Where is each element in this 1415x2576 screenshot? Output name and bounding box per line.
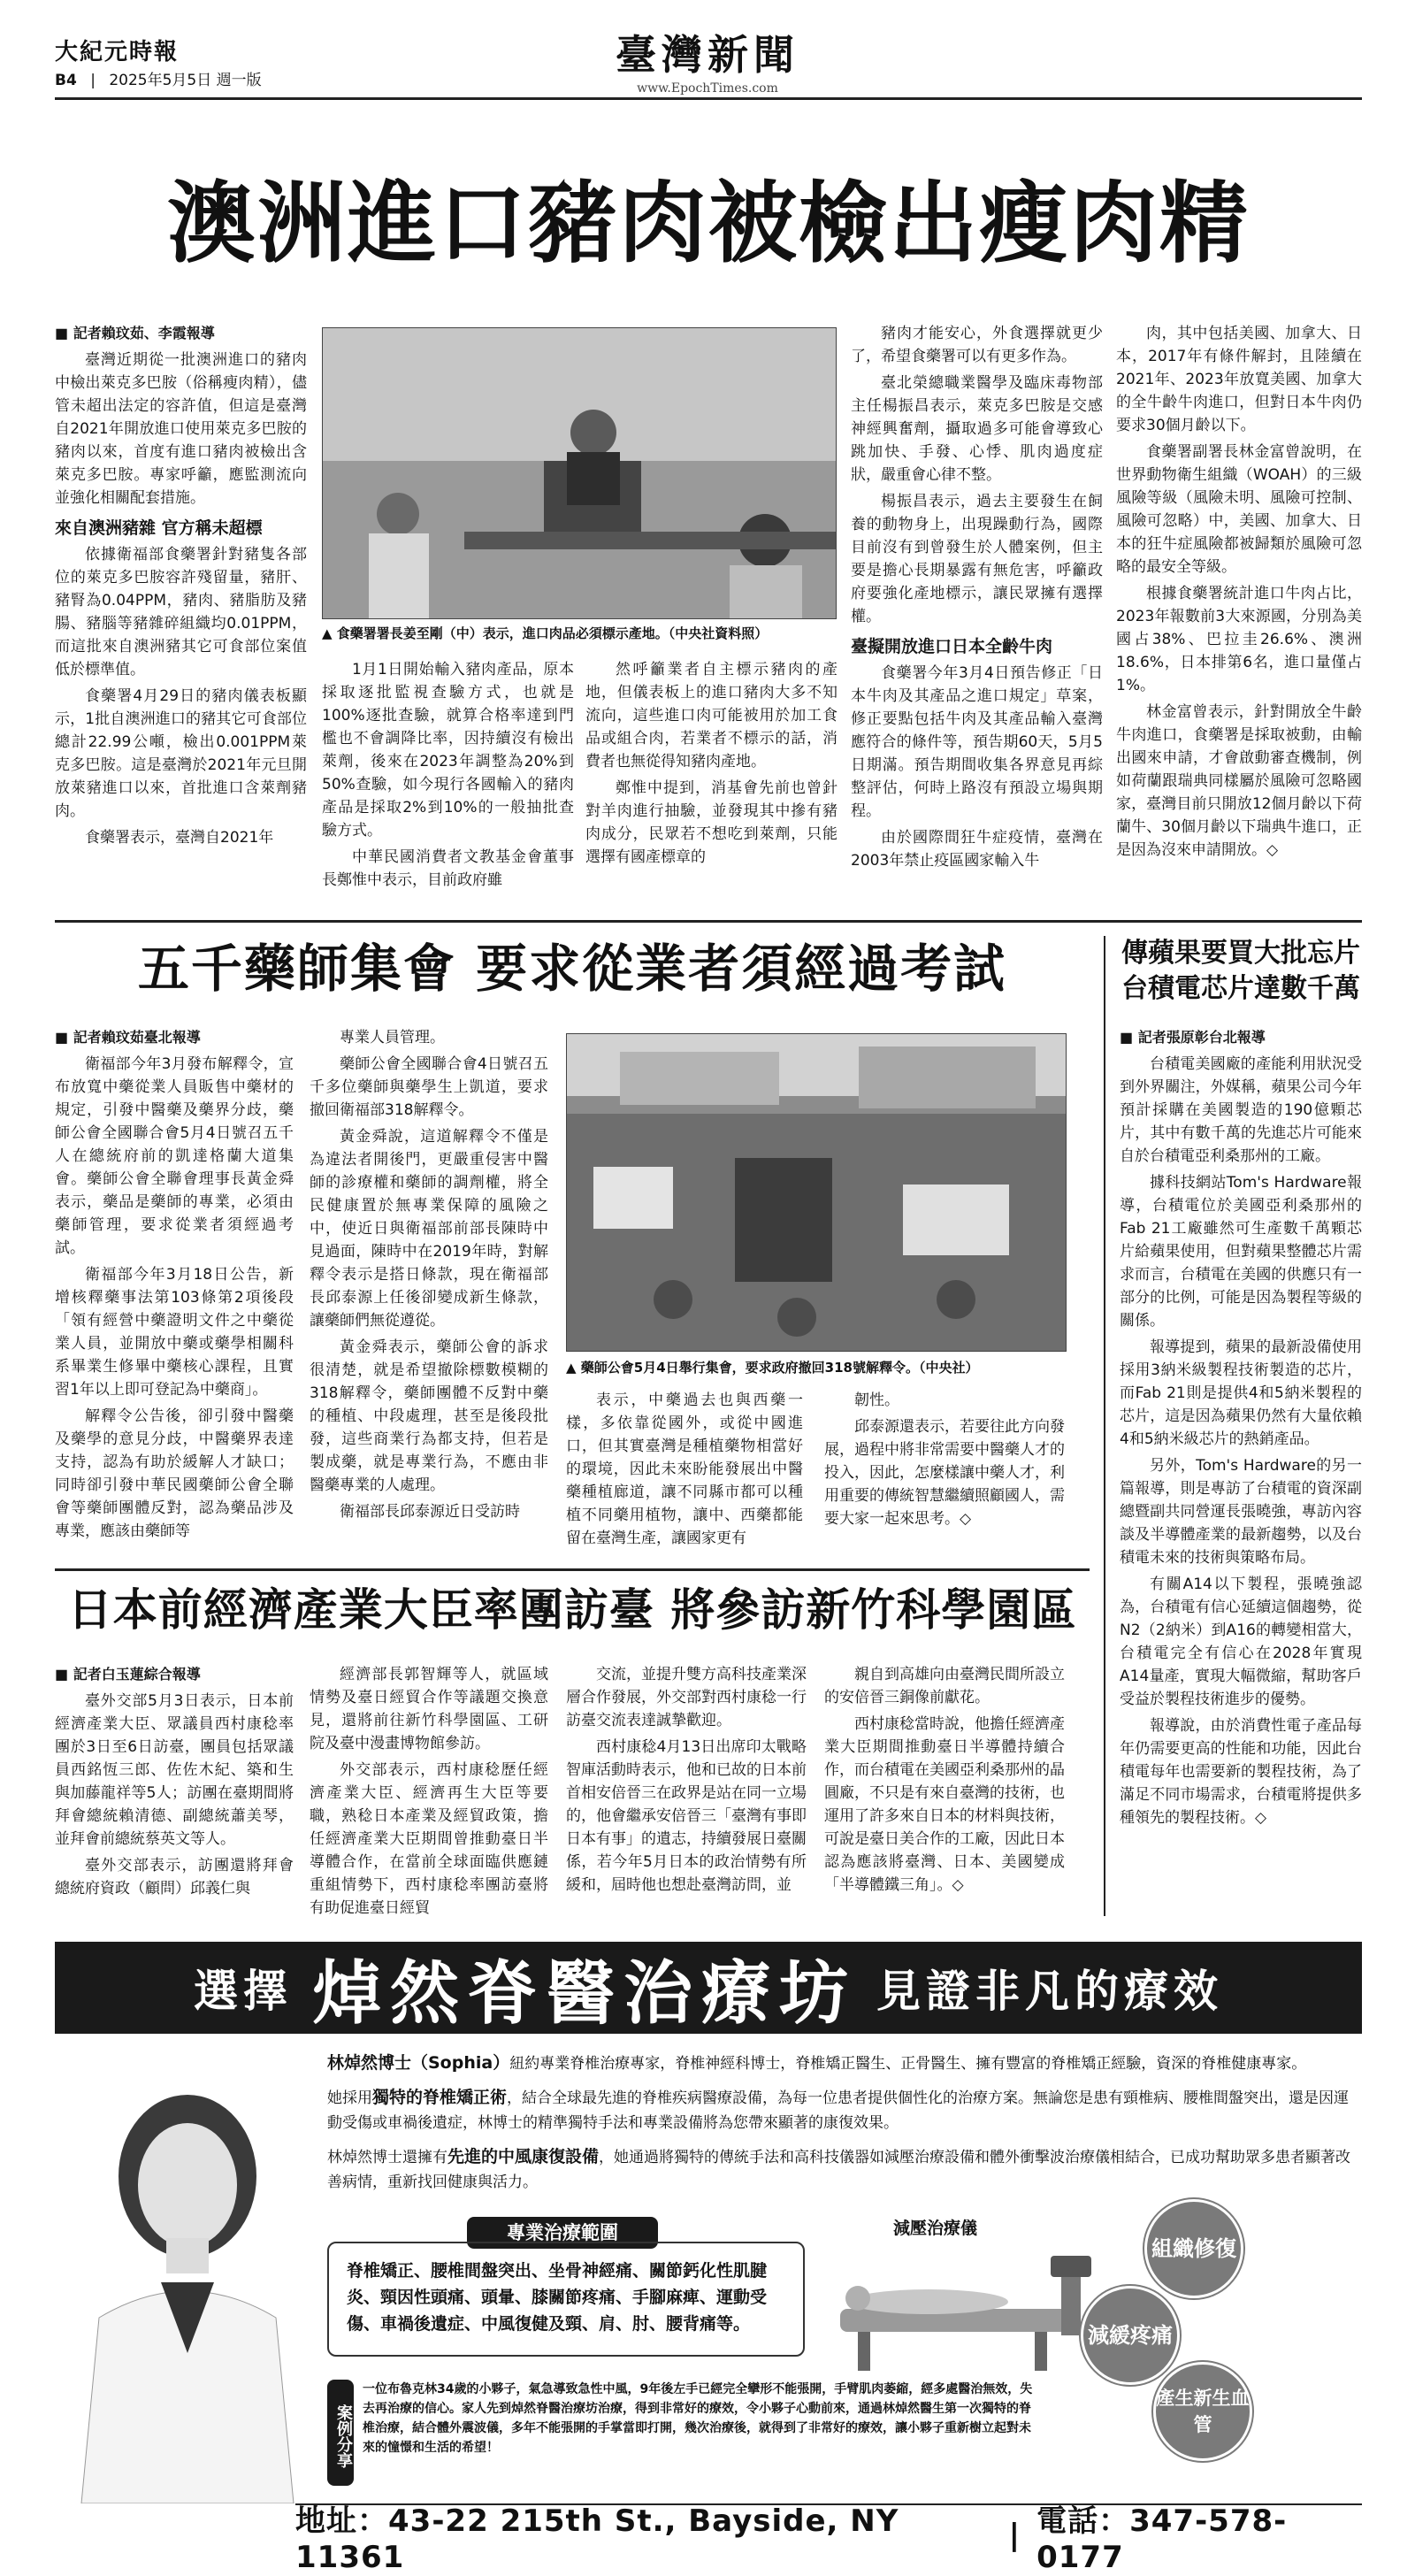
- story4-para: 交流，並提升雙方高科技產業深層合作發展，外交部對西村康稔一行訪臺交流表達誠摯歡迎。: [566, 1666, 807, 1729]
- story4-col3: [566, 1663, 807, 1900]
- story3-col: [1120, 1026, 1362, 1833]
- decompression-machine: [822, 2247, 1105, 2380]
- story1-headline: 澳洲進口豬肉被檢出瘦肉精: [167, 171, 1250, 275]
- story2-para: 解釋令公告後，卻引發中醫藥及藥學的意見分歧，中醫藥界表達支持，認為有助於緩解人才缺口；同時卻引發中華民國藥師公會全聯會等藥師團體反對，認為藥品涉及專業，應該由藥師等: [55, 1407, 294, 1540]
- story4-col2: [310, 1663, 548, 1923]
- sidebar-rule: [1104, 936, 1105, 1916]
- story1-para: 食藥署4月29日的豬肉儀表板顯示，1批自澳洲進口的豬其它可食部位總計22.99公噸，檢出0.001PPM萊克多巴胺。這是臺灣於2021年元旦開放萊豬進口以來，首批進口含萊劑豬肉。: [55, 687, 307, 820]
- story3-headline-line2: 台積電芯片達數千萬: [1121, 973, 1360, 1004]
- story2-para: 專業人員管理。: [340, 1029, 445, 1046]
- story2-col1: [55, 1026, 294, 1546]
- ad-p3-highlight: 先進的中風康復設備: [447, 2147, 600, 2166]
- issue-date: 2025年5月5日 週一版: [109, 72, 262, 89]
- story1-para: 臺北榮總職業醫學及臨床毒物部主任楊振昌表示，萊克多巴胺是交感神經興奮劑，攝取過多可能會導致心跳加快、手發、心悸、肌肉過度症狀，嚴重會心律不整。: [851, 374, 1103, 484]
- story1-para: 鄭惟中提到，消基會先前也曾針對羊肉進行抽驗，並發現其中摻有豬肉成分，民眾若不想吃到萊劑，只能選擇有國產標章的: [585, 779, 838, 866]
- story1-col4: [851, 322, 1103, 876]
- story2-col3: [566, 1389, 803, 1553]
- ad-doctor-name: 林焯然博士（Sophia）: [327, 2053, 510, 2073]
- story2-para: 衛福部長邱泰源近日受訪時: [340, 1503, 520, 1521]
- ad-p2-text: ，結合全球最先進的脊椎疾病醫療設備，為每一位患者提供個性化的治療方案。無論您是患有頸椎病、腰椎間盤突出，還是因運動受傷或車禍後遺症，林博士的精準獨特手法和專業設備將為您帶來顯著的康復效果。: [327, 2089, 1350, 2132]
- story1-para: 食藥署表示，臺灣自2021年: [85, 829, 274, 847]
- section-title: 臺灣新聞: [616, 31, 799, 79]
- rally-crowd-image: [567, 1034, 1067, 1352]
- story1-para: 1月1日開始輸入豬肉產品，原本採取逐批監視查驗方式，也就是100%逐批查驗，就算合格率達到門檻也不會調降比率，因持續沒有檢出萊劑，後來在2023年調整為20%到50%查驗，如今現行各國輸入的豬肉產品是採取2%到10%的一般抽批查驗方式。: [322, 661, 574, 840]
- story4-para: 西村康稔當時說，他擔任經濟產業大臣期間推動臺日半導體持續合作，而台積電在美國亞利桑那州的晶圓廠，不只是有來自臺灣的技術，也運用了許多來自日本的材料與技術，可說是臺日美合作的工廠，因此日本認為應該將臺灣、日本、美國變成「半導體鐵三角」。◇: [824, 1715, 1065, 1894]
- story2-photo: [566, 1033, 1067, 1352]
- story4-para: 經濟部長郭智輝等人，就區域情勢及臺日經貿合作等議題交換意見，還將前往新竹科學園區、工研院及臺中漫畫博物館參訪。: [310, 1666, 548, 1752]
- story1-col1: [55, 322, 307, 853]
- story2-para: 衛福部今年3月發布解釋令，宣布放寬中藥從業人員販售中藥材的規定，引發中醫藥及藥界分歧，藥師公會全國聯合會5月4日號召五千人在總統府前的凱達格蘭大道集會。藥師公會全聯會理事長黃金舜表示，藥品是藥師的專業，必須由藥師管理，要求從業者須經過考試。: [55, 1055, 294, 1257]
- benefit-bubble-repair: 組織修復: [1144, 2199, 1243, 2298]
- story3-headline: [1120, 936, 1362, 1007]
- story3-headline-line1: 傳蘋果要買大批忘片: [1121, 938, 1360, 969]
- story1-para: 食藥署副署長林金富曾說明，在世界動物衛生組織（WOAH）的三級風險等級（風險未明、風險可控制、風險可忽略）中，美國、加拿大、日本的狂牛症風險都被歸類於風險可忽略的最安全等級。: [1116, 443, 1362, 576]
- story2-para: 黃金舜表示，藥師公會的訴求很清楚，就是希望撤除標數模糊的318解釋令，藥師團體不反對中藥的種植、中段處理，甚至是後段批發，這些商業行為都支持，但若是製成藥，就是專業行為，不應由非醫藥專業的人處理。: [310, 1338, 548, 1494]
- story2-para: 黃金舜說，這道解釋令不僅是為違法者開後門，更嚴重侵害中醫師的診療權和藥師的調劑權，將全民健康置於無專業保障的風險之中，使近日與衛福部前部長陳時中見過面，陳時中在2019年時，對解釋令表示是搭日條款，現在衛福部長邱泰源上任後卻變成新生條款，讓藥師們無從遵從。: [310, 1128, 548, 1330]
- story2-col2: [310, 1026, 548, 1527]
- story1-para: 然呼籲業者自主標示豬肉的產地，但儀表板上的進口豬肉大多不知流向，這些進口肉可能被用於加工食品或組合肉，若業者不標示的話，消費者也無從得知豬肉產地。: [585, 661, 838, 770]
- story3-para: 據科技網站Tom's Hardware報導，台積電位於美國亞利桑那州的Fab 21工廠雖然可生產數千萬顆芯片給蘋果使用，但對蘋果整體芯片需求而言，台積電在美國的供應只有一部分的比例，可能是因為製程等級的關係。: [1120, 1174, 1362, 1330]
- story4-headline: 日本前經濟產業大臣率團訪臺 將參訪新竹科學園區: [67, 1584, 1077, 1636]
- contact-bar: 地址：43-22 215th St., Bayside, NY 11361 | 電話：347-578-0177: [295, 2511, 1362, 2560]
- story4-para: 臺外交部表示，訪團還將拜會總統府資政（顧問）邱義仁與: [55, 1857, 294, 1898]
- story2-col4: [824, 1389, 1065, 1534]
- story3-para: 有關A14以下製程，張曉強認為，台積電有信心延續這個趨勢，從N2（2納米）到A16的轉變相當大，台積電完全有信心在2028年實現A14量產，實現大幅微縮，幫助客戶受益於製程技術進步的優勢。: [1120, 1576, 1362, 1708]
- ad-intro-text: 紐約專業脊椎治療專家，脊椎神經科博士，脊椎矯正醫生、正骨醫生、擁有豐富的脊椎矯正經驗，資深的脊椎健康專家。: [509, 2055, 1307, 2073]
- story3-byline: ■ 記者張原彰台北報導: [1120, 1029, 1266, 1046]
- phone-text: 電話：347-578-0177: [1036, 2503, 1288, 2575]
- story1-para: 食藥署今年3月4日預告修正「日本牛肉及其產品之進口規定」草案，修正要點包括牛肉及其產品輸入臺灣應符合的條件等，預告期60天，5月5日期滿。預告期間收集各界意見再綜整評估，何時上路沒有預設立場與期程。: [851, 664, 1103, 820]
- story1-byline: ■ 記者賴玟茹、李霞報導: [55, 325, 215, 341]
- doctor-portrait: [55, 2061, 320, 2503]
- press-conference-image: [323, 328, 837, 619]
- story3-para: 報導提到，蘋果的最新設備使用採用3納米級製程技術製造的芯片，而Fab 21則是提供4和5納米製程的芯片，這是因為蘋果仍然有大量依賴4和5納米級芯片的熱銷產品。: [1120, 1338, 1362, 1448]
- masthead-rule: [55, 97, 1362, 100]
- story1-subhead-1: 來自澳洲豬雜 官方稱未超標: [55, 518, 263, 538]
- ad-banner-post: 見證非凡的療效: [876, 1966, 1223, 2017]
- ad-banner: [55, 1942, 1362, 2034]
- story1-photo: [322, 327, 837, 619]
- story1-col2: [322, 658, 574, 895]
- story1-para: 肉，其中包括美國、加拿大、日本，2017年有條件解封，且陸續在2021年、2023年放寬美國、加拿大的全牛齡牛肉進口，但對日本牛肉仍要求30個月齡以下。: [1116, 325, 1362, 434]
- decompress-label: 減壓治療儀: [893, 2219, 978, 2238]
- doctor-photo-icon: [55, 2061, 320, 2503]
- story2-para: 衛福部今年3月18日公告，新增核釋藥事法第103條第2項後段「領有經營中藥證明文件之中藥從業人員，並開放中藥或藥學相關科系畢業生修畢中藥核心課程，且實習1年以上即可登記為中藥商」。: [55, 1266, 294, 1399]
- ad-brand: 焯然脊醫治療坊: [311, 1953, 857, 2034]
- page-number: B4: [55, 72, 77, 89]
- story2-para: 藥師公會全國聯合會4日號召五千多位藥師與藥學生上凱道，要求撤回衛福部318解釋令。: [310, 1055, 548, 1119]
- story1-photo-caption: ▲ 食藥署署長姜至剛（中）表示，進口肉品必須標示產地。（中央社資料照）: [322, 625, 769, 641]
- story1-para: 由於國際間狂牛症疫情，臺灣在2003年禁止疫區國家輸入牛: [851, 829, 1103, 870]
- story2-para: 邱泰源還表示，若要往此方向發展，過程中將非常需要中醫藥人才的投入，因此，怎麼樣讓中藥人才，利用重要的傳統智慧繼續照顧國人，需要大家一起來思考。◇: [824, 1418, 1065, 1528]
- story4-col1: [55, 1663, 294, 1904]
- story4-col4: [824, 1663, 1065, 1900]
- ad-banner-pre: 選擇: [193, 1966, 293, 2017]
- story4-para: 西村康稔4月13日出席印太戰略智庫活動時表示，他和已故的日本前首相安倍晉三在政界是站在同一立場的，他會繼承安倍晉三「臺灣有事即日本有事」的遺志，持續發展日臺關係，若今年5月日本的政治情勢有所緩和，屆時他也想赴臺灣訪問，並: [566, 1738, 807, 1894]
- story3-para: 另外，Tom's Hardware的另一篇報導，則是專訪了台積電的資深副總暨副共同營運長張曉強，專訪內容談及半導體產業的最新趨勢，以及台積電未來的技術與策略布局。: [1120, 1457, 1362, 1567]
- story-divider: [55, 1568, 1090, 1571]
- newspaper-logo: 大紀元時報: [55, 39, 180, 65]
- ad-p2-pre: 她採用: [327, 2089, 372, 2107]
- story4-para: 外交部表示，西村康稔歷任經濟產業大臣、經濟再生大臣等要職，熟稔日本產業及經貿政策，擔任經濟產業大臣期間曾推動臺日半導體合作，在當前全球面臨供應鏈重組情勢下，西村康稔率團訪臺將有助促進臺日經貿: [310, 1761, 548, 1917]
- services-list: 脊椎矯正、腰椎間盤突出、坐骨神經痛、關節鈣化性肌腱炎、頸因性頭痛、頭暈、膝關節疼痛、手腳麻痺、運動受傷、車禍後遺症、中風復健及頸、肩、肘、腰背痛等。: [327, 2242, 805, 2357]
- story-divider: [55, 920, 1362, 923]
- services-title: 專業治療範圍: [467, 2217, 658, 2249]
- story1-para: 根據食藥署統計進口牛肉占比，2023年報數前3大來源國，分別為美國占38%、巴拉圭26.6%、澳洲18.6%，日本排第6名，進口量僅占1%。: [1116, 585, 1362, 694]
- story1-col3: [585, 658, 838, 872]
- story2-photo-caption: ▲ 藥師公會5月4日舉行集會，要求政府撤回318號解釋令。（中央社）: [566, 1360, 979, 1376]
- story2-byline: ■ 記者賴玟茹臺北報導: [55, 1029, 201, 1046]
- story2-headline: 五千藥師集會 要求從業者須經過考試: [137, 939, 1007, 999]
- ad-p3-pre: 林焯然博士還擁有: [327, 2149, 447, 2166]
- story1-para: 楊振昌表示，過去主要發生在飼養的動物身上，出現躁動行為，國際目前沒有到曾發生於人體案例，但主要是擔心長期暴露有無危害，呼籲政府要強化產地標示，讓民眾擁有選擇權。: [851, 493, 1103, 625]
- story1-para: 依據衛福部食藥署針對豬隻各部位的萊克多巴胺容許殘留量，豬肝、豬腎為0.04PPM，豬肉、豬脂肪及豬腸、豬腦等豬雜碎組織均0.01PPM，而這批來自澳洲豬其它可食部位案值低於標準值。: [55, 546, 307, 678]
- site-url: www.EpochTimes.com: [637, 81, 778, 96]
- benefit-bubble-pain: 減緩疼痛: [1081, 2286, 1180, 2385]
- story1-col5: [1116, 322, 1362, 865]
- case-label: 案例分享: [327, 2380, 354, 2486]
- story1-para: 臺灣近期從一批澳洲進口的豬肉中檢出萊克多巴胺（俗稱瘦肉精），儘管未超出法定的容許值，但這是臺灣自2021年開放進口使用萊克多巴胺的豬肉以來，首度有進口豬肉被檢出含萊克多巴胺。專家呼籲，應監測流向並強化相關配套措施。: [55, 351, 307, 507]
- story1-para: 中華民國消費者文教基金會董事長鄭惟中表示，目前政府雖: [322, 848, 574, 889]
- story2-para: 表示，中藥過去也與西藥一樣，多依靠從國外，或從中國進口，但其實臺灣是種植藥物相當好的環境，因此未來盼能發展出中醫藥種植廊道，讓不同縣市都可以種植不同藥用植物，讓中、西藥都能留在臺灣生產，讓國家更有: [566, 1392, 803, 1547]
- benefit-bubble-vessel: 產生新生血管: [1153, 2362, 1252, 2461]
- story3-para: 報導說，由於消費性電子產品每年仍需要更高的性能和功能，因此台積電每年也需要新的製程技術，為了滿足不同市場需求，台積電將提供多種領先的製程技術。◇: [1120, 1717, 1362, 1827]
- case-text: 一位布魯克林34歲的小夥子，氣急導致急性中風，9年後左手已經完全攣形不能張開，手臂肌肉萎縮，經多處醫治無效，失去再治療的信心。家人先到焯然脊醫治療坊治療，得到非常好的療效，令小夥子心動前來，通過林焯然醫生第一次獨特的脊椎治療，結合體外震波儀，多年不能張開的手掌當即打開，幾次治療後，就得到了非常好的療效，讓小夥子重新樹立起對未來的憧憬和生活的希望！: [363, 2382, 1033, 2455]
- story4-para: 臺外交部5月3日表示，日本前經濟產業大臣、眾議員西村康稔率團於3日至6日訪臺，團員包括眾議員西銘恆三郎、佐佐木紀、築和生與加藤龍祥等5人；訪團在臺期間將拜會總統賴清德、副總統蕭美琴，並拜會前總統蔡英文等人。: [55, 1692, 294, 1848]
- issue-info: B4 | 2025年5月5日 週一版: [55, 72, 262, 89]
- story4-para: 親自到高雄向由臺灣民間所設立的安倍晉三銅像前獻花。: [824, 1666, 1065, 1706]
- ad-intro: [327, 2051, 1362, 2195]
- story4-byline: ■ 記者白玉蓮綜合報導: [55, 1666, 201, 1683]
- ad-p3-text: ，她通過將獨特的傳統手法和高科技儀器如減壓治療設備和體外衝擊波治療儀相結合，已成功幫助眾多患者顯著改善病情，重新找回健康與活力。: [327, 2149, 1351, 2191]
- story1-para: 豬肉才能安心，外食選擇就更少了，希望食藥署可以有更多作為。: [851, 325, 1103, 365]
- story2-para: 韌性。: [854, 1392, 899, 1409]
- story1-para: 林金富曾表示，針對開放全牛齡牛肉進口，食藥署是採取被動，由輸出國來申請，才會啟動審查機制，例如荷蘭跟瑞典同樣屬於風險可忽略國家，臺灣目前只開放12個月齡以下荷蘭牛、30個月齡以下瑞典牛進口，正是因為沒來申請開放。◇: [1116, 703, 1362, 859]
- ad-p2-highlight: 獨特的脊椎矯正術: [372, 2088, 508, 2107]
- story1-subhead-2: 臺擬開放進口日本全齡牛肉: [851, 637, 1053, 656]
- decompression-device-icon: [822, 2247, 1105, 2380]
- story3-para: 台積電美國廠的產能利用狀況受到外界關注，外媒稱，蘋果公司今年預計採購在美國製造的190億顆芯片，其中有數千萬的先進芯片可能來自於台積電亞利桑那州的工廠。: [1120, 1055, 1362, 1165]
- address-text: 地址：43-22 215th St., Bayside, NY 11361: [295, 2503, 899, 2575]
